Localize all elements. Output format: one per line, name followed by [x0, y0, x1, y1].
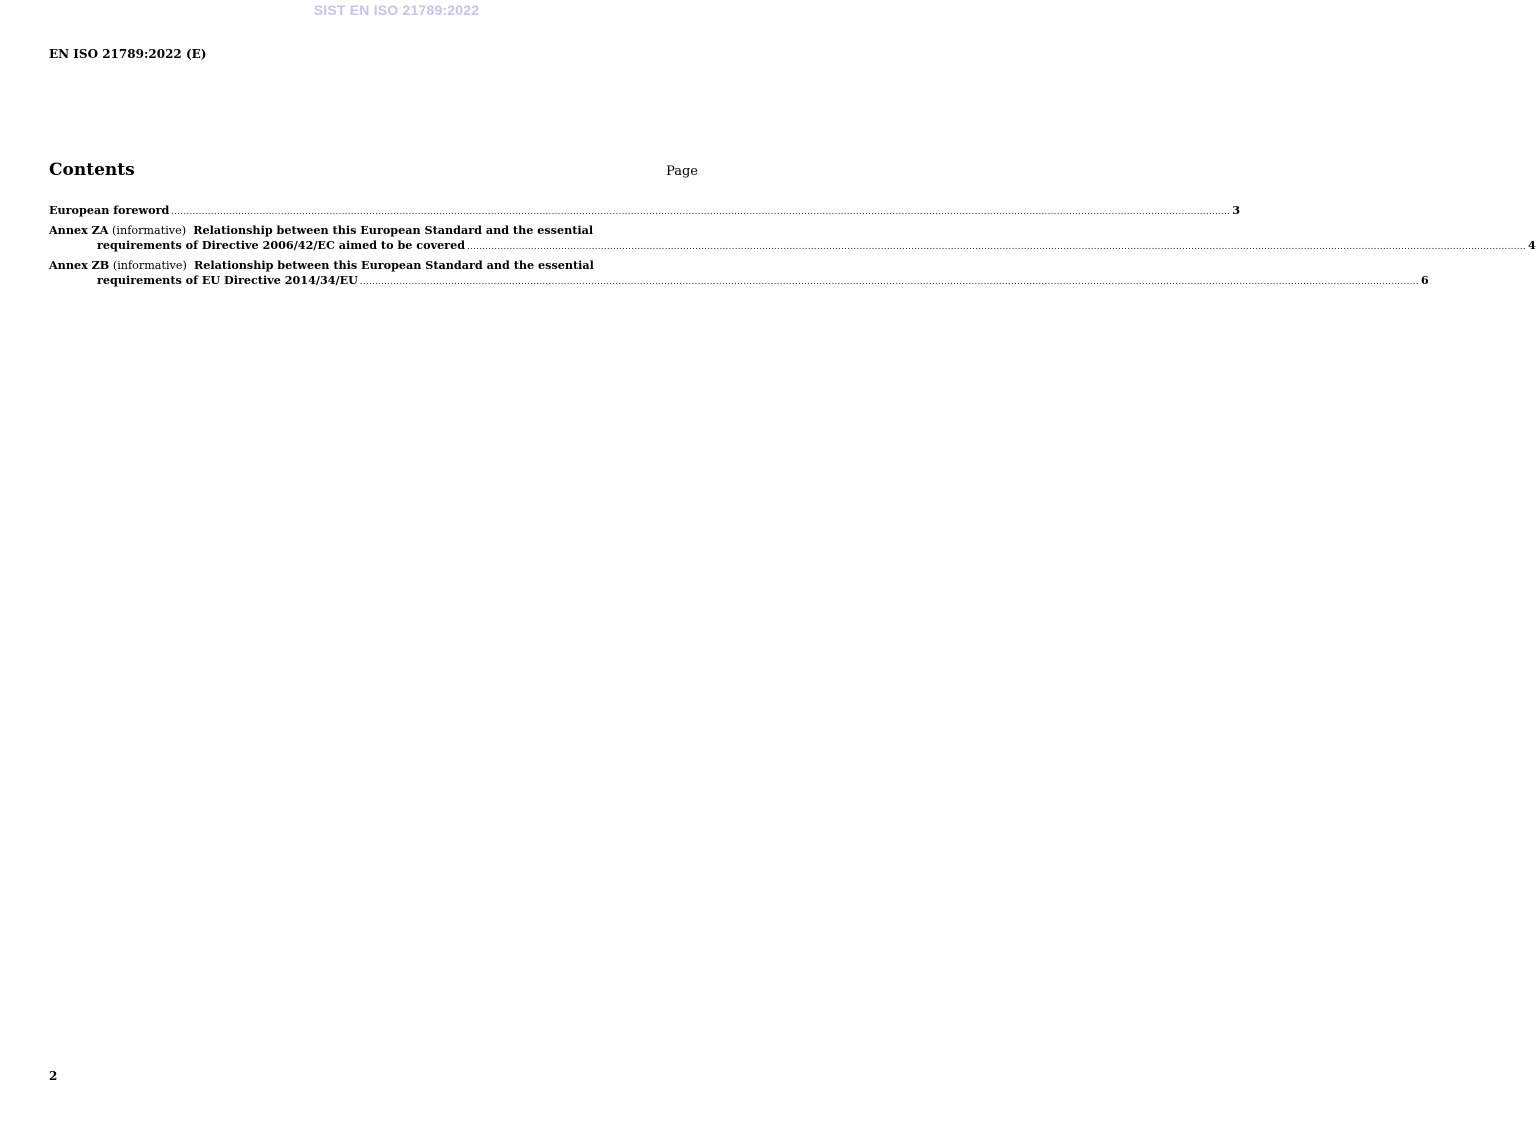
- dot-leader: ............................................................................................................................................................................................................................................................................................................................................................: [171, 207, 1231, 216]
- toc-entry-note: (informative): [112, 224, 187, 237]
- document-identifier: EN ISO 21789:2022 (E): [49, 47, 207, 61]
- page-column-label: Page: [666, 164, 698, 179]
- toc-entry-annex-za[interactable]: [49, 223, 1536, 254]
- table-of-contents: [49, 203, 1536, 293]
- toc-entry-title-line2[interactable]: requirements of Directive 2006/42/EC aimed to be covered: [97, 238, 466, 252]
- toc-entry-european-foreword[interactable]: [49, 203, 1241, 219]
- toc-entry-page: 6: [1420, 273, 1429, 287]
- contents-header: [49, 160, 698, 184]
- dot-leader: ............................................................................................................................................................................................................................................................................................................................................................: [467, 242, 1526, 251]
- toc-entry-annex-zb[interactable]: [49, 258, 1429, 289]
- contents-title: Contents: [49, 160, 135, 180]
- dot-leader: ............................................................................................................................................................................................................................................................................................................................................................: [359, 277, 1419, 286]
- toc-entry-page: 4: [1527, 238, 1536, 252]
- toc-entry-note: (informative): [112, 259, 187, 272]
- toc-entry-title-line2[interactable]: requirements of EU Directive 2014/34/EU: [97, 273, 358, 287]
- toc-entry-page: 3: [1232, 203, 1241, 217]
- toc-entry-title-line1[interactable]: Relationship between this European Standard and the essential: [193, 223, 594, 237]
- toc-entry-label[interactable]: Annex ZA: [49, 223, 109, 237]
- toc-entry-label[interactable]: Annex ZB: [49, 258, 110, 272]
- toc-entry-label[interactable]: European foreword: [49, 203, 170, 217]
- toc-entry-title-line1[interactable]: Relationship between this European Standard and the essential: [193, 258, 594, 272]
- watermark: SIST EN ISO 21789:2022: [313, 2, 480, 18]
- page-number: 2: [49, 1069, 58, 1083]
